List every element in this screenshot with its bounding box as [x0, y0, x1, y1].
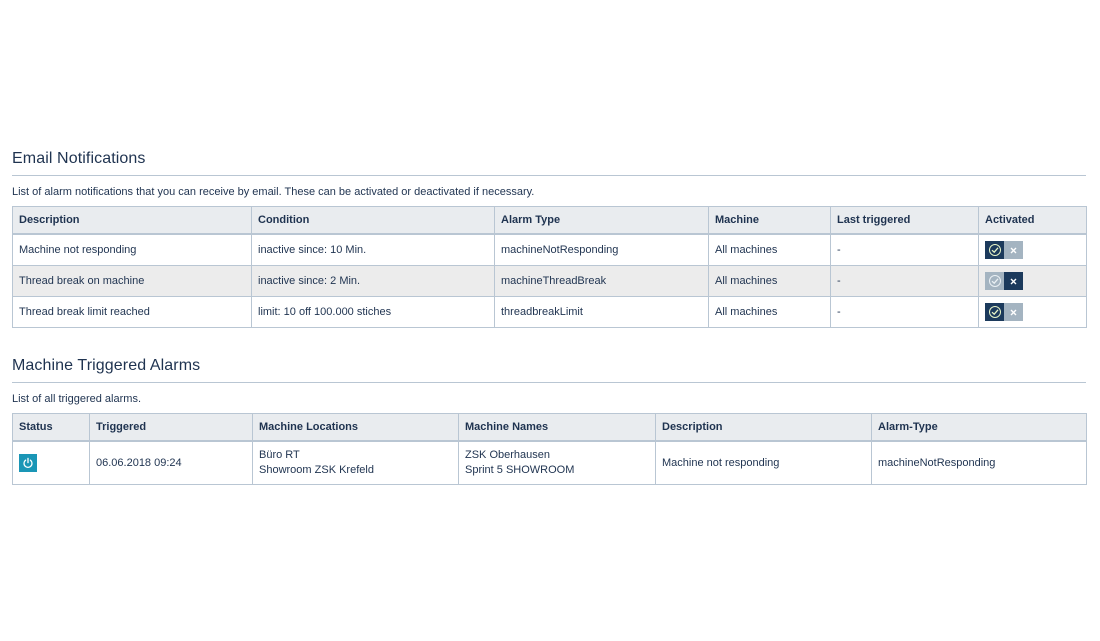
column-header-status: Status	[13, 414, 90, 442]
close-icon	[1010, 247, 1017, 254]
check-icon	[989, 306, 1001, 318]
activate-button[interactable]	[985, 241, 1004, 259]
email-notifications-table	[12, 206, 1087, 328]
power-icon	[22, 457, 34, 469]
column-header-last-triggered: Last triggered	[831, 207, 979, 235]
activate-button[interactable]	[985, 303, 1004, 321]
cell-last-triggered: -	[831, 266, 979, 297]
cell-condition: inactive since: 2 Min.	[252, 266, 495, 297]
cell-alarm-type: machineNotResponding	[495, 234, 709, 266]
column-header-machine: Machine	[709, 207, 831, 235]
column-header-alarm-type: Alarm Type	[495, 207, 709, 235]
machine-location: Showroom ZSK Krefeld	[259, 464, 374, 476]
cell-triggered: 06.06.2018 09:24	[90, 441, 253, 485]
cell-alarm-type: threadbreakLimit	[495, 297, 709, 328]
table-row	[13, 234, 1087, 266]
status-button[interactable]	[19, 454, 37, 472]
close-icon	[1010, 278, 1017, 285]
deactivate-button[interactable]	[1004, 241, 1023, 259]
column-header-condition: Condition	[252, 207, 495, 235]
table-row	[13, 441, 1087, 485]
cell-status	[13, 441, 90, 485]
cell-activated	[979, 266, 1087, 297]
column-header-machine-locations: Machine Locations	[253, 414, 459, 442]
cell-description: Machine not responding	[13, 234, 252, 266]
cell-description: Thread break on machine	[13, 266, 252, 297]
deactivate-button[interactable]	[1004, 272, 1023, 290]
email-notifications-title: Email Notifications	[12, 150, 1086, 176]
email-notifications-section	[12, 150, 1086, 328]
machine-alarms-description: List of all triggered alarms.	[12, 393, 141, 405]
machine-name: Sprint 5 SHOWROOM	[465, 464, 575, 476]
activate-button[interactable]	[985, 272, 1004, 290]
cell-description: Machine not responding	[656, 441, 872, 485]
cell-last-triggered: -	[831, 297, 979, 328]
column-header-alarm-type: Alarm-Type	[872, 414, 1087, 442]
column-header-machine-names: Machine Names	[459, 414, 656, 442]
column-header-activated: Activated	[979, 207, 1087, 235]
check-icon	[989, 275, 1001, 287]
cell-alarm-type: machineThreadBreak	[495, 266, 709, 297]
activation-toggle	[985, 241, 1023, 259]
deactivate-button[interactable]	[1004, 303, 1023, 321]
cell-machine: All machines	[709, 266, 831, 297]
cell-machine: All machines	[709, 297, 831, 328]
cell-activated	[979, 297, 1087, 328]
machine-name: ZSK Oberhausen	[465, 449, 550, 461]
cell-condition: inactive since: 10 Min.	[252, 234, 495, 266]
column-header-triggered: Triggered	[90, 414, 253, 442]
cell-machine: All machines	[709, 234, 831, 266]
column-header-description: Description	[656, 414, 872, 442]
cell-activated	[979, 234, 1087, 266]
machine-alarms-table	[12, 413, 1087, 485]
machine-alarms-title: Machine Triggered Alarms	[12, 357, 1086, 383]
table-header-row	[13, 207, 1087, 235]
cell-machine-names	[459, 441, 656, 485]
table-row	[13, 297, 1087, 328]
close-icon	[1010, 309, 1017, 316]
table-row	[13, 266, 1087, 297]
check-icon	[989, 244, 1001, 256]
cell-condition: limit: 10 off 100.000 stiches	[252, 297, 495, 328]
machine-triggered-alarms-section	[12, 357, 1086, 485]
cell-machine-locations	[253, 441, 459, 485]
cell-last-triggered: -	[831, 234, 979, 266]
activation-toggle	[985, 272, 1023, 290]
email-notifications-description: List of alarm notifications that you can receive by email. These can be activated or deactivated if necessary.	[12, 186, 535, 198]
cell-description: Thread break limit reached	[13, 297, 252, 328]
machine-location: Büro RT	[259, 449, 300, 461]
cell-alarm-type: machineNotResponding	[872, 441, 1087, 485]
column-header-description: Description	[13, 207, 252, 235]
table-header-row	[13, 414, 1087, 442]
activation-toggle	[985, 303, 1023, 321]
